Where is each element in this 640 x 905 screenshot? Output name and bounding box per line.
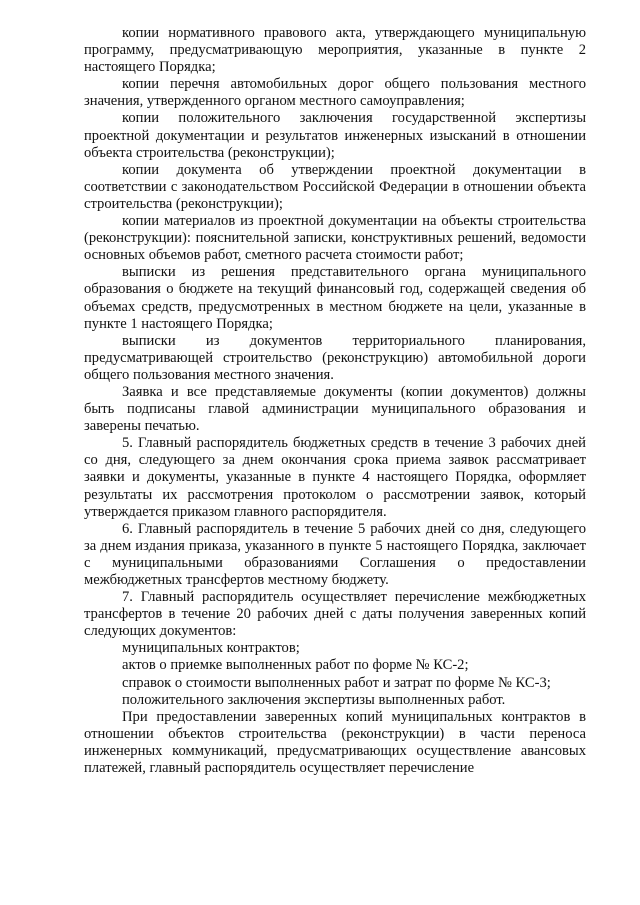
paragraph-project-materials-copy: копии материалов из проектной документации на объекты строительства (реконструкции): пояснительной записки, конструктивных решений, ведомости основных объемов работ, сметного расчета стоимости работ; [84, 213, 586, 264]
paragraph-item-7: 7. Главный распорядитель осуществляет перечисление межбюджетных трансфертов в течение 20 рабочих дней с даты получения заверенных копий следующих документов: [84, 589, 586, 640]
paragraph-planning-extract: выписки из документов территориального планирования, предусматривающей строительство (реконструкцию) автомобильной дороги общего пользования местного значения. [84, 332, 586, 383]
paragraph-npa-copy: копии нормативного правового акта, утверждающего муниципальную программу, предусматривающую мероприятия, указанные в пункте 2 настоящего Порядка; [84, 25, 586, 76]
list-item: актов о приемке выполненных работ по форме № КС-2; [122, 657, 469, 674]
paragraph-item-5: 5. Главный распорядитель бюджетных средств в течение 3 рабочих дней со дня, следующего за днем окончания срока приема заявок рассматривает заявки и документы, указанные в пункте 4 настоящего Порядка, оформляет результаты их рассмотрения протоколом о рассмотрении заявок, который утверждается приказом главного распорядителя. [84, 435, 586, 520]
paragraph-item-6: 6. Главный распорядитель в течение 5 рабочих дней со дня, следующего за днем издания приказа, указанного в пункте 5 настоящего Порядка, заключает с муниципальными образованиями Соглашения о предоставлении межбюджетных трансфертов местному бюджету. [84, 520, 586, 588]
paragraph-approval-copy: копии документа об утверждении проектной документации в соответствии с законодательством Российской Федерации в отношении объекта строительства (реконструкции); [84, 161, 586, 212]
paragraph-advance-payments: При предоставлении заверенных копий муниципальных контрактов в отношении объектов строительства (реконструкции) в части переноса инженерных коммуникаций, предусматривающих осуществление авансовых платежей, главный распорядитель осуществляет перечисление [84, 708, 586, 777]
document-body [84, 25, 586, 777]
paragraph-signature-requirement: Заявка и все представляемые документы (копии документов) должны быть подписаны главой администрации муниципального образования и заверены печатью. [84, 383, 586, 435]
list-item: муниципальных контрактов; [122, 640, 300, 657]
paragraph-expertise-copy: копии положительного заключения государственной экспертизы проектной документации и результатов инженерных изысканий в отношении объекта строительства (реконструкции); [84, 110, 586, 161]
list-item: положительного заключения экспертизы выполненных работ. [122, 691, 506, 708]
list-item: справок о стоимости выполненных работ и затрат по форме № КС-3; [122, 674, 551, 691]
paragraph-budget-extract: выписки из решения представительного органа муниципального образования о бюджете на текущий финансовый год, содержащей сведения об объемах средств, предусмотренных в местном бюджете на цели, указанные в пункте 1 настоящего Порядка; [84, 264, 586, 332]
documents-list [84, 640, 586, 708]
paragraph-roads-list-copy: копии перечня автомобильных дорог общего пользования местного значения, утвержденного органом местного самоуправления; [84, 76, 586, 110]
